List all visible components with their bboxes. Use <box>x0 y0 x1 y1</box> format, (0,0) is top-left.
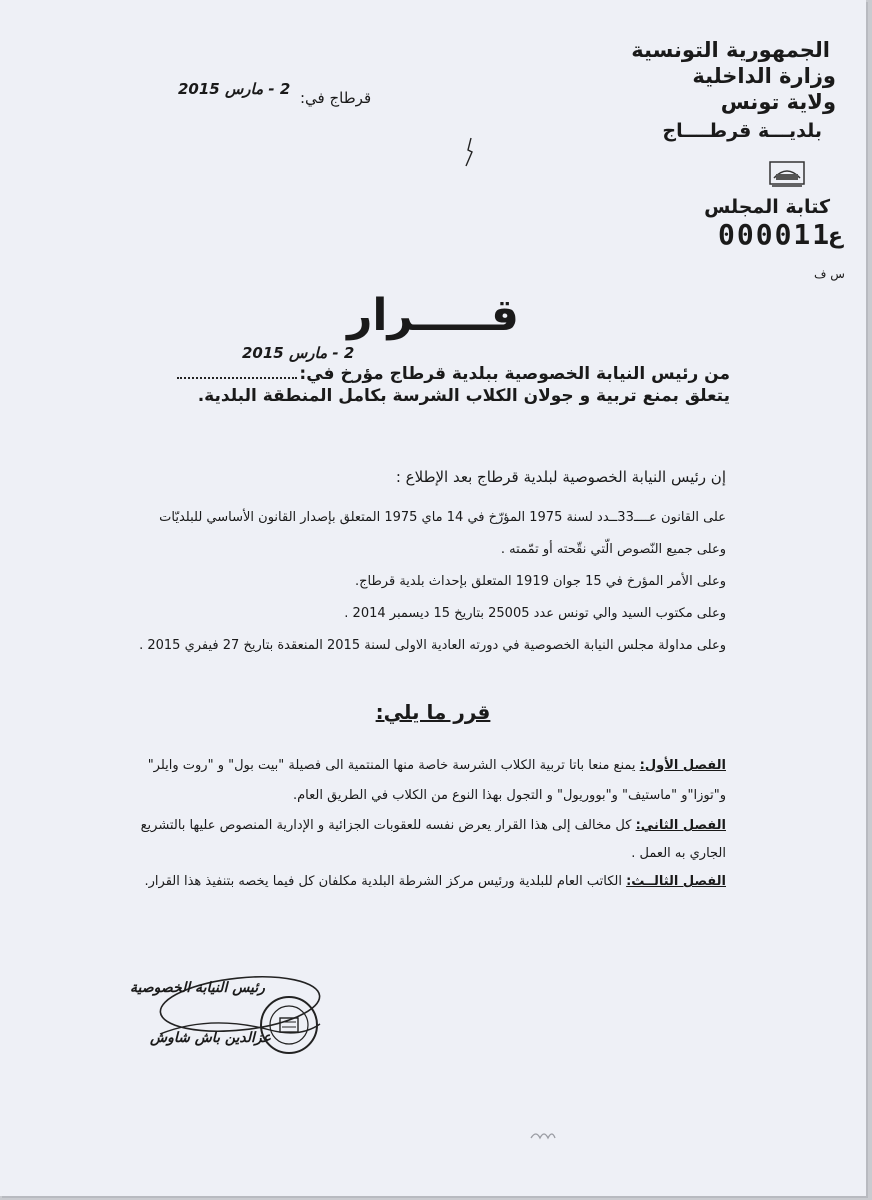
article-text: يمنع منعا باتا تربية الكلاب الشرسة خاصة منها المنتمية الى فصيلة "بيت بول" و "روت وايلر" <box>147 758 636 773</box>
municipality-emblem-icon <box>768 160 806 188</box>
date-dotted-line <box>177 377 297 379</box>
date-label: قرطاج في: <box>300 89 372 107</box>
decision-date: 2 - مارس 2015 <box>242 344 355 362</box>
article-1-cont: و"توزا"و "ماستيف" و"بووريول" و التجول بهذا النوع من الكلاب في الطريق العام. <box>292 788 726 803</box>
faint-mark-icon <box>528 1126 558 1144</box>
republic-heading: الجمهورية التونسية <box>631 38 830 62</box>
preamble-heading: إن رئيس النيابة الخصوصية لبلدية قرطاج بعد الإطلاع : <box>395 468 726 486</box>
article-text: الكاتب العام للبلدية ورئيس مركز الشرطة البلدية مكلفان كل فيما يخصه بتنفيذ هذا القرار. <box>144 874 622 889</box>
article-heading: الفصل الثاني: <box>635 818 726 833</box>
consideration-line: وعلى مكتوب السيد والي تونس عدد 25005 بتاريخ 15 ديسمبر 2014 . <box>344 606 726 621</box>
article-1 <box>148 758 726 773</box>
consideration-line: وعلى جميع النّصوص الّتي نقّحته أو تمّمته . <box>500 542 726 557</box>
issuer-text: من رئيس النيابة الخصوصية ببلدية قرطاج مؤرخ في: <box>299 364 730 384</box>
article-heading: الفصل الأول: <box>639 758 726 773</box>
article-2 <box>141 818 726 833</box>
pen-mark-icon <box>462 136 476 168</box>
consideration-line: على القانون عــــ33ــدد لسنة 1975 المؤرّخ في 14 ماي 1975 المتعلق بإصدار القانون الأساسي للبلديّات <box>159 510 726 525</box>
issuer-line <box>177 364 730 384</box>
article-3 <box>145 874 727 889</box>
article-text: كل مخالف إلى هذا القرار يعرض نفسه للعقوبات الجزائية و الإدارية المنصوص عليها بالتشريع <box>140 818 632 833</box>
document-title: قـــــرار <box>347 290 519 341</box>
reference-initials: س ف <box>814 267 845 281</box>
signatory-title: رئيس النيابة الخصوصية <box>130 980 265 996</box>
governorate-heading: ولاية تونس <box>720 90 836 114</box>
consideration-line: وعلى مداولة مجلس النيابة الخصوصية في دورته العادية الاولى لسنة 2015 المنعقدة بتاريخ 27 فيفري 2015 . <box>139 638 726 653</box>
reference-number: 000011 <box>718 218 832 251</box>
subject-line: يتعلق بمنع تربية و جولان الكلاب الشرسة بكامل المنطقة البلدية. <box>197 386 730 406</box>
official-stamp-icon <box>258 994 320 1056</box>
decision-heading: قرر ما يلي: <box>375 700 491 724</box>
date-value: 2 - مارس 2015 <box>178 80 291 98</box>
signatory-name: عزالدين باش شاوش <box>150 1030 271 1046</box>
consideration-line: وعلى الأمر المؤرخ في 15 جوان 1919 المتعلق بإحداث بلدية قرطاج. <box>354 574 726 589</box>
reference-prefix: ع <box>828 224 844 249</box>
council-office-label: كتابة المجلس <box>704 196 830 218</box>
article-heading: الفصل الثالــث: <box>626 874 726 889</box>
article-2-cont: الجاري به العمل . <box>631 846 726 861</box>
ministry-heading: وزارة الداخلية <box>692 64 836 88</box>
municipality-heading: بلديـــة قرطــــاج <box>662 120 822 142</box>
